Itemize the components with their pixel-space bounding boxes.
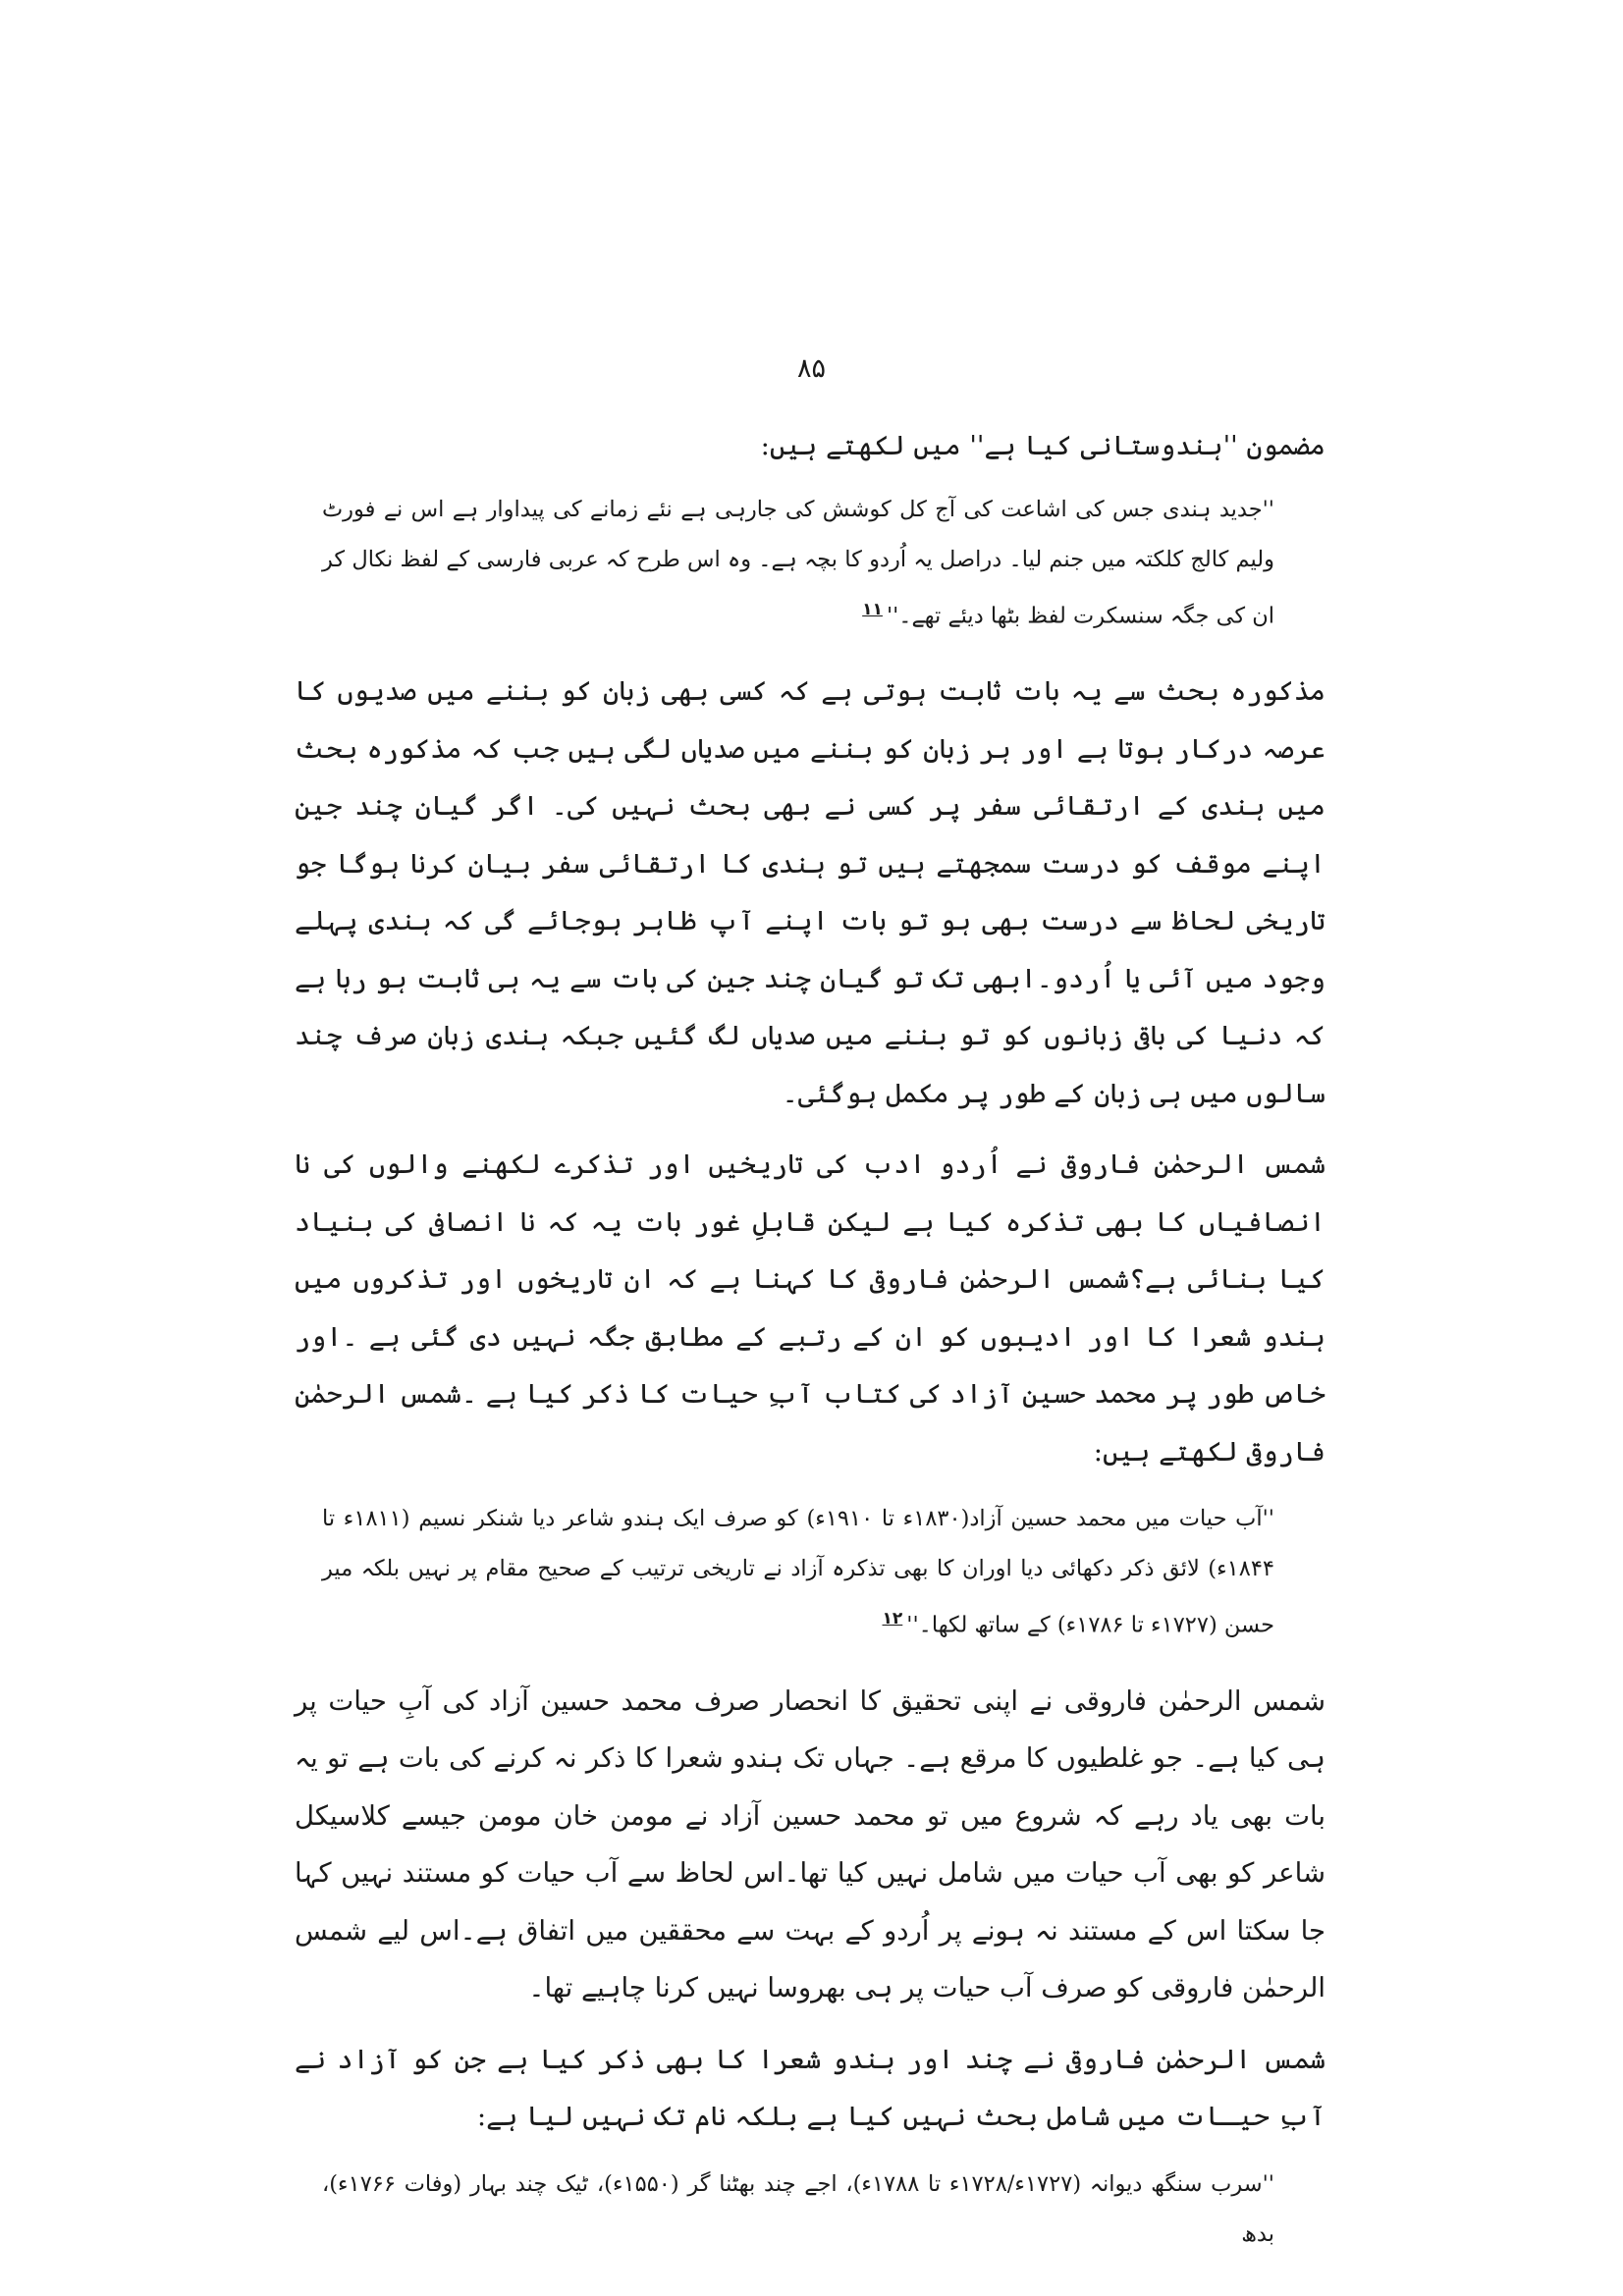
paragraph-1-text: مذکورہ بحث سے یہ بات ثابت ہوتی ہے کہ کسی بھی زبان کو بننے میں صدیوں کا عرصہ درکار ہوتا ہے اور ہر زبان کو بننے میں صدیاں لگی ہیں جب کہ مذکورہ بحث میں ہندی کے ارتقائی سفر پر کسی نے بھی بحث نہیں کی۔ اگر گیان چند جین اپنے موقف کو درست سمجھتے ہیں تو ہندی کا ارتقائی سفر بیان کرنا ہوگا جو تاریخی لحاظ سے درست بھی ہو تو بات اپنے آپ ظاہر ہوجائے گی کہ ہندی پہلے وجود میں آئی یا اُردو۔ابھی تک تو گیان چند جین کی بات سے یہ ہی ثابت ہو رہا ہے کہ دنیا کی باقی زبانوں کو تو بننے میں صدیاں لگ گئیں جبکہ ہندی زبان صرف چند سالوں میں ہی زبان کے طور پر مکمل ہوگئی۔ [295,675,1325,1109]
paragraph-3 [295,1673,1325,2017]
footnote-ref[interactable]: ۱۱ [862,599,883,619]
paragraph-4 [295,2031,1325,2146]
footnote-ref[interactable]: ۱۲ [882,1609,903,1629]
quote-3-text: ''سرب سنگھ دیوانہ (۱۷۲۷ء/۱۷۲۸ء تا ۱۷۸۸ء)، اجے چند بھٹنا گر (۱۵۵۰ء)، ٹیک چند بہار (وفات ۱۷۶۶ء)، بدھ [322,2170,1274,2247]
paragraph-2 [295,1136,1325,1480]
quote-1 [322,485,1274,642]
quote-2-text: ''آب حیات میں محمد حسین آزاد(۱۸۳۰ء تا ۱۹۱۰ء) کو صرف ایک ہندو شاعر دیا شنکر نسیم (۱۸۱۱ء تا ۱۸۴۴ء) لائق ذکر دکھائی دیا اوران کا بھی تذکرہ آزاد نے تاریخی ترتیب کے صحیح مقام پر نہیں بلکہ میر حسن (۱۷۲۷ء تا ۱۷۸۶ء) کے ساتھ لکھا۔'' [322,1506,1274,1638]
page-number: ۸۵ [796,353,826,384]
paragraph-1 [295,663,1325,1122]
quote-1-text: ''جدید ہندی جس کی اشاعت کی آج کل کوشش کی جارہی ہے نئے زمانے کی پیداوار ہے اس نے فورٹ ولیم کالج کلکتہ میں جنم لیا۔ دراصل یہ اُردو کا بچہ ہے۔ وہ اس طرح کہ عربی فارسی کے لفظ نکال کر ان کی جگہ سنسکرت لفظ بٹھا دیئے تھے۔'' [322,496,1274,628]
quote-2 [322,1494,1274,1651]
quote-3 [322,2160,1274,2260]
intro-line-text: مضمون ''ہندوستانی کیا ہے'' میں لکھتے ہیں: [760,430,1325,461]
page-content [295,417,1325,2281]
paragraph-4-text: شمس الرحمٰن فاروقی نے چند اور ہندو شعرا کا بھی ذکر کیا ہے جن کو آزاد نے آبِ حیـات میں شامل بحث نہیں کیا ہے بلکہ نام تک نہیں لیا ہے: [295,2043,1325,2132]
paragraph-3-text: شمس الرحمٰن فاروقی نے اپنی تحقیق کا انحصار صرف محمد حسین آزاد کی آبِ حیات پر ہی کیا ہے۔ جو غلطیوں کا مرقع ہے۔ جہاں تک ہندو شعرا کا ذکر نہ کرنے کی بات ہے تو یہ بات بھی یاد رہے کہ شروع میں تو محمد حسین آزاد نے مومن خان مومن جیسے کلاسیکل شاعر کو بھی آب حیات میں شامل نہیں کیا تھا۔اس لحاظ سے آب حیات کو مستند نہیں کہا جا سکتا اس کے مستند نہ ہونے پر اُردو کے بہت سے محققین میں اتفاق ہے۔اس لیے شمس الرحمٰن فاروقی کو صرف آب حیات پر ہی بھروسا نہیں کرنا چاہیے تھا۔ [295,1684,1325,2003]
intro-line [295,417,1325,475]
paragraph-2-text: شمس الرحمٰن فاروقی نے اُردو ادب کی تاریخیں اور تذکرے لکھنے والوں کی نا انصافیاں کا بھی تذکرہ کیا ہے لیکن قابلِ غور بات یہ کہ نا انصافی کی بنیاد کیا بنائی ہے؟شمس الرحمٰن فاروقی کا کہنا ہے کہ ان تاریخوں اور تذکروں میں ہندو شعرا کا اور ادیبوں کو ان کے رتبے کے مطابق جگہ نہیں دی گئی ہے ۔اور خاص طور پر محمد حسین آزاد کی کتاب آبِ حیات کا ذکر کیا ہے ۔شمس الرحمٰن فاروقی لکھتے ہیں: [295,1148,1325,1468]
